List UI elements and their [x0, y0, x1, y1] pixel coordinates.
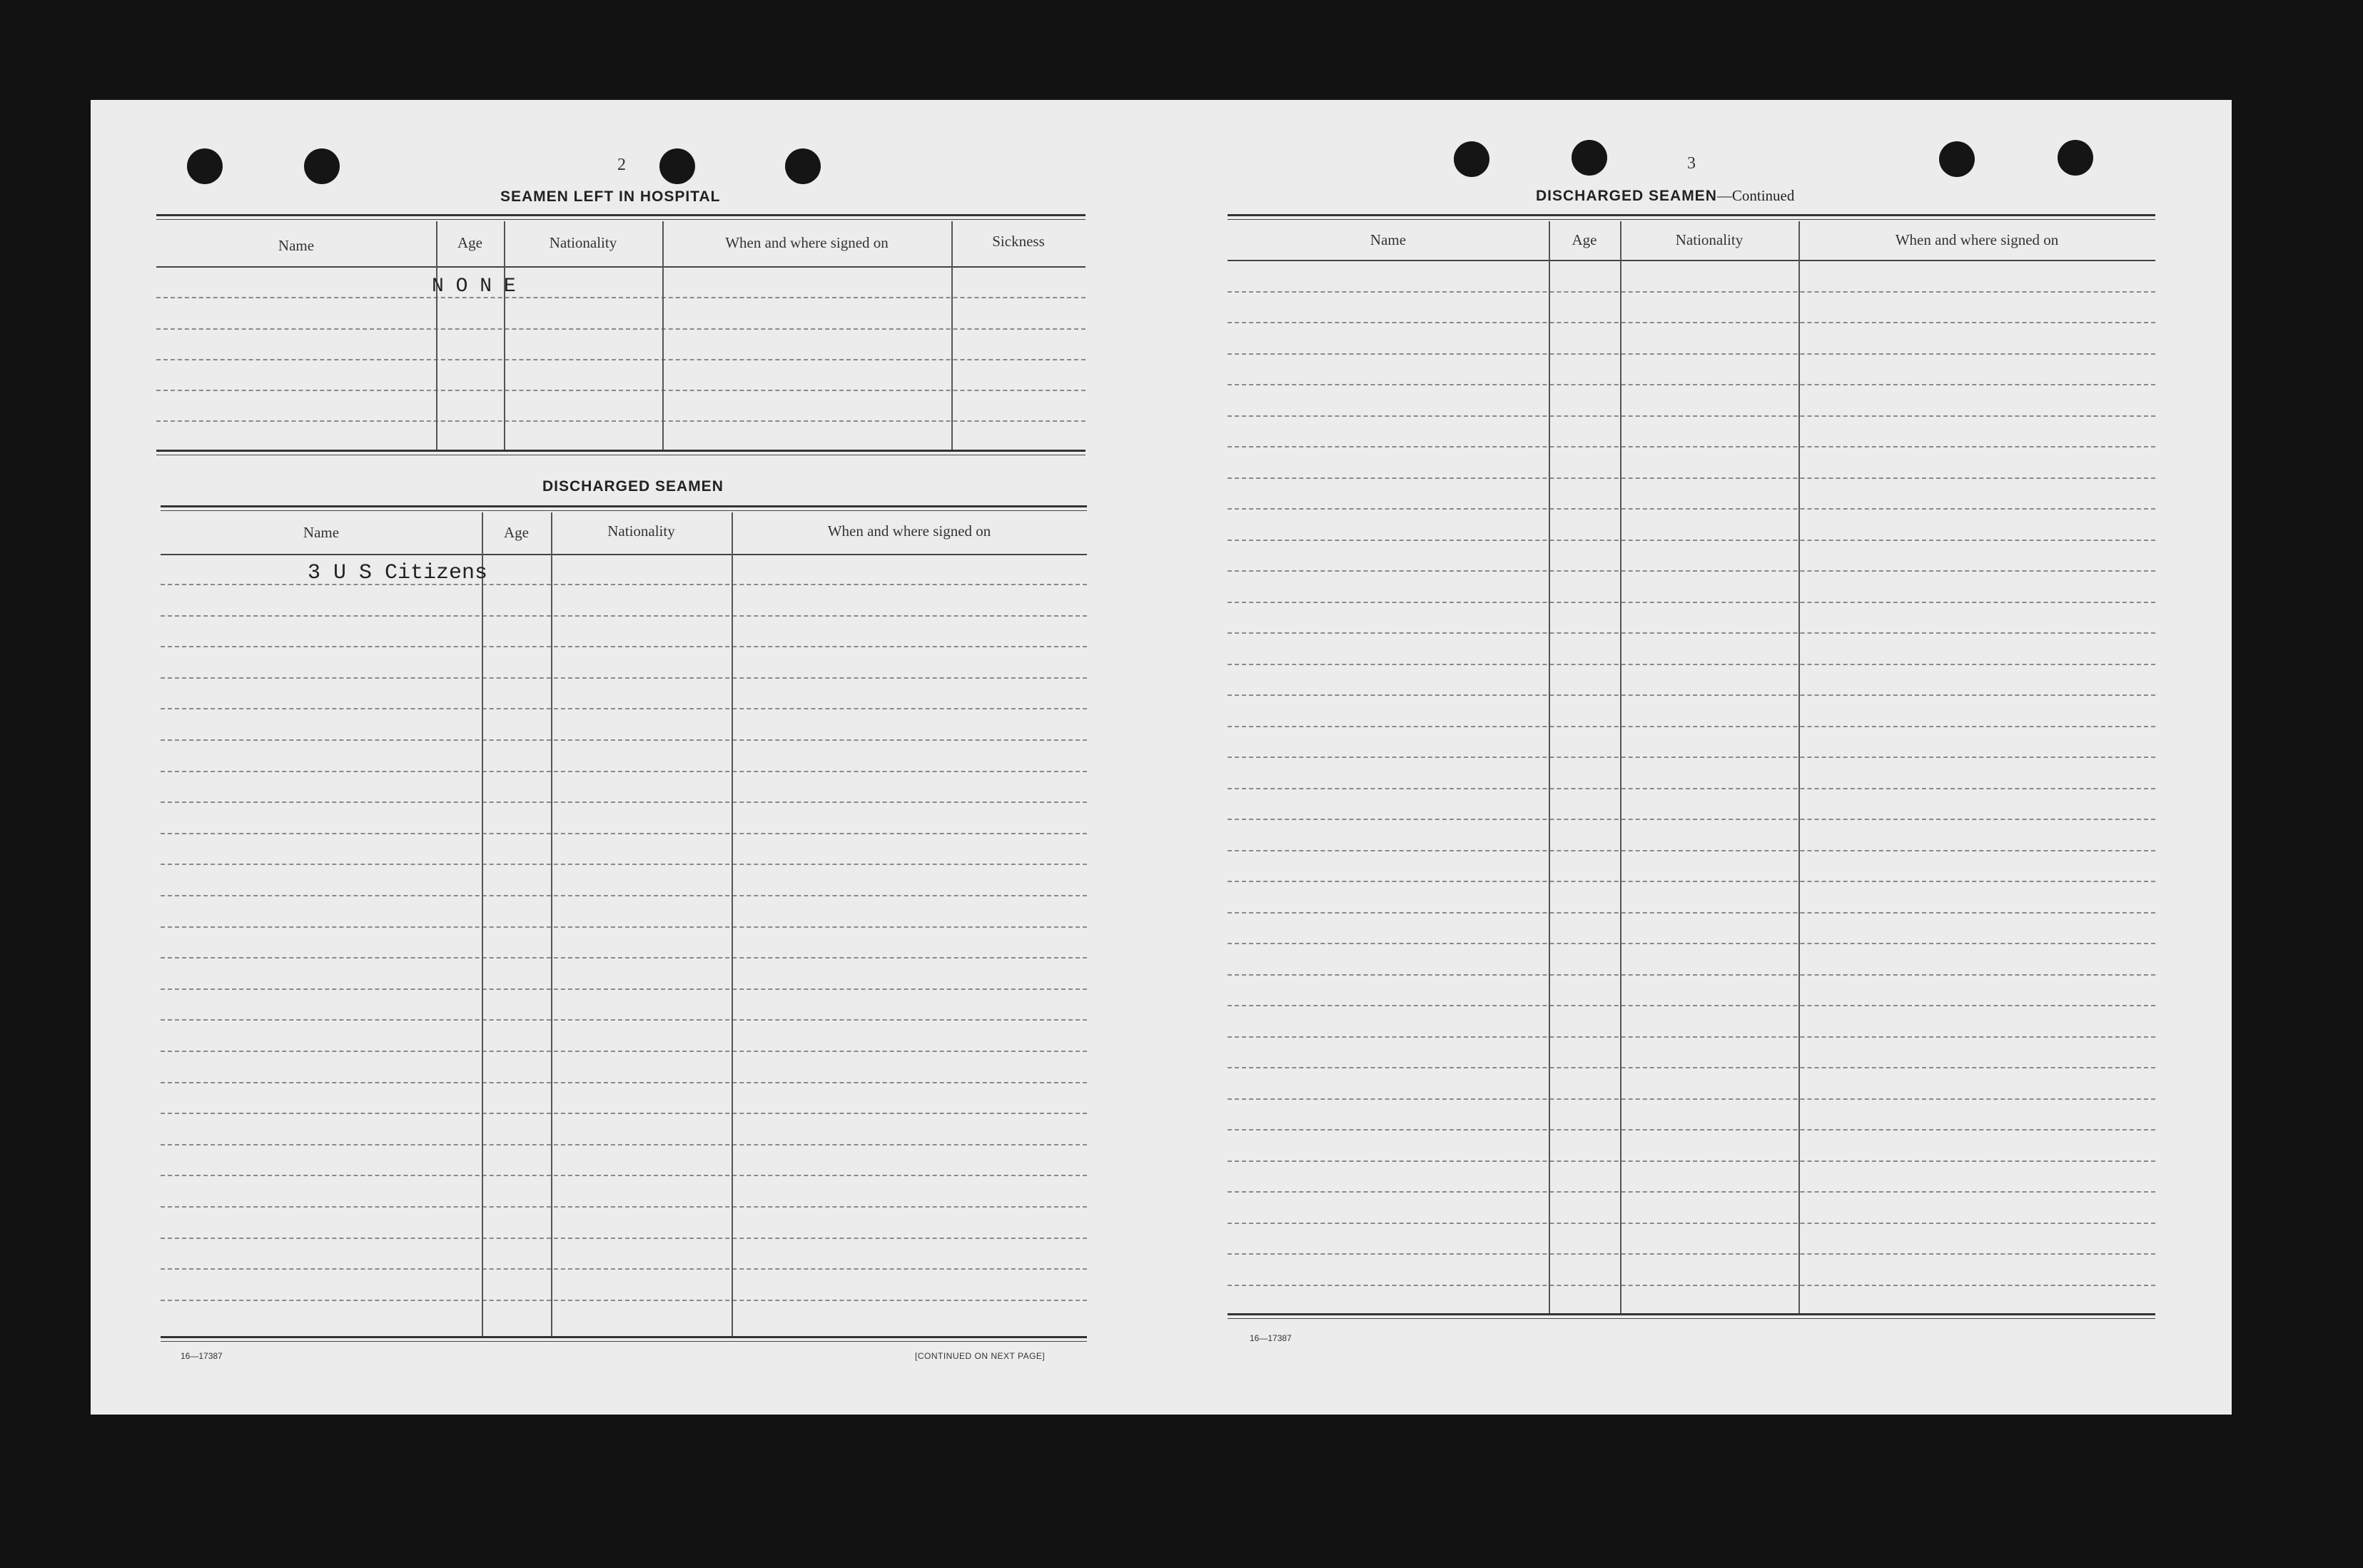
column-header-age: Age	[457, 234, 482, 251]
column-header-name: Name	[303, 524, 340, 541]
section-title-discharged: DISCHARGED SEAMEN	[542, 478, 724, 495]
hospital-table	[156, 214, 1086, 457]
column-header-signed-on: When and where signed on	[725, 234, 889, 251]
column-header-signed-on: When and where signed on	[827, 522, 991, 540]
punch-hole	[2058, 140, 2093, 176]
page-number: 3	[1687, 154, 1696, 173]
discharged-table	[161, 505, 1087, 1346]
right-page	[1161, 100, 2232, 1415]
hospital-entry: N O N E	[432, 275, 516, 298]
column-header-age: Age	[1572, 231, 1597, 248]
column-header-nationality: Nationality	[549, 234, 617, 251]
punch-hole	[1939, 141, 1975, 177]
section-title-suffix: —Continued	[1716, 187, 1795, 204]
section-title-hospital: SEAMEN LEFT IN HOSPITAL	[500, 188, 721, 205]
page-number: 2	[617, 156, 626, 174]
column-header-nationality: Nationality	[1675, 231, 1744, 248]
punch-hole	[304, 148, 340, 184]
column-header-signed-on: When and where signed on	[1895, 231, 2059, 248]
punch-hole	[1454, 141, 1489, 177]
continued-note: [CONTINUED ON NEXT PAGE]	[915, 1351, 1046, 1361]
column-header-nationality: Nationality	[607, 522, 675, 540]
section-title-text: DISCHARGED SEAMEN	[1536, 188, 1717, 204]
punch-hole	[659, 148, 695, 184]
column-header-sickness: Sickness	[992, 233, 1045, 250]
form-number: 16—17387	[181, 1351, 223, 1361]
punch-hole	[187, 148, 223, 184]
column-header-name: Name	[1370, 231, 1407, 248]
form-number: 16—17387	[1250, 1333, 1292, 1343]
document-sheet	[91, 100, 2232, 1415]
discharged-continued-table	[1228, 214, 2155, 1327]
punch-hole	[1572, 140, 1607, 176]
section-title-discharged-continued	[1536, 187, 1794, 205]
column-header-age: Age	[504, 524, 529, 541]
left-page	[91, 100, 1161, 1415]
punch-hole	[785, 148, 821, 184]
discharged-entry: 3 U S Citizens	[308, 561, 488, 585]
column-header-name: Name	[278, 237, 315, 254]
